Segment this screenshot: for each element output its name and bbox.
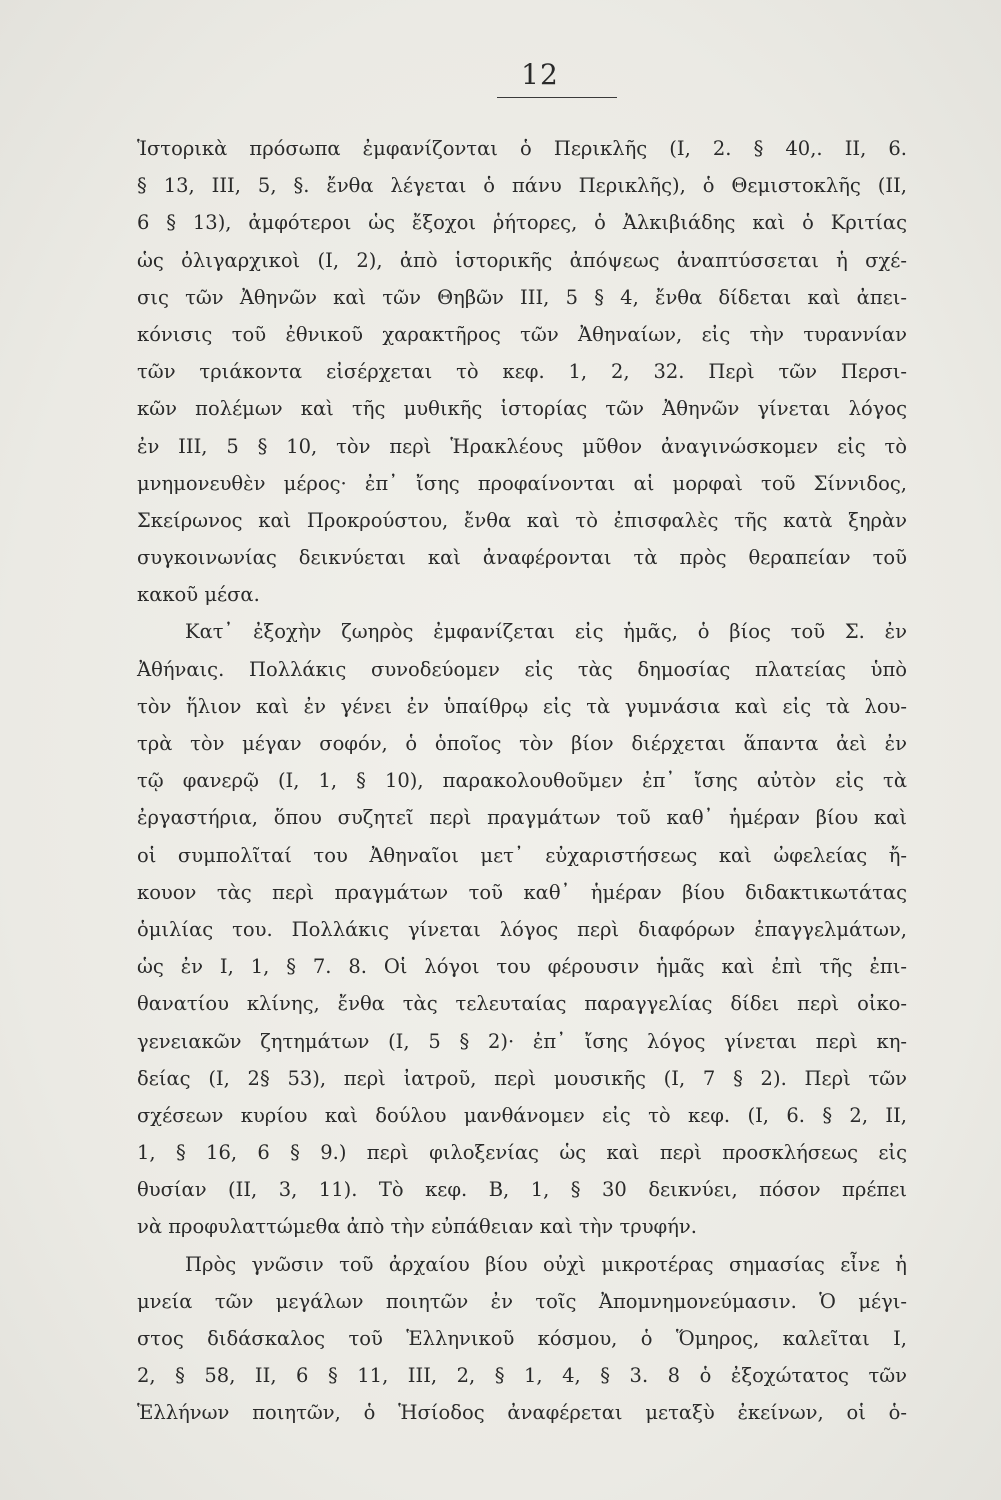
text-line: κῶν πολέμων καὶ τῆς μυθικῆς ἱστορίας τῶν Ἀθηνῶν γίνεται λόγος (137, 397, 907, 421)
text-line: Πρὸς γνῶσιν τοῦ ἀρχαίου βίου οὐχὶ μικροτέρας σημασίας εἶνε ἡ (185, 1252, 907, 1276)
text-line: σχέσεων κυρίου καὶ δούλου μανθάνομεν εἰς τὸ κεφ. (Ι, 6. § 2, ΙΙ, (137, 1103, 907, 1127)
page-number: 12 (521, 58, 559, 91)
text-line: νὰ προφυλαττώμεθα ἀπὸ τὴν εὐπάθειαν καὶ τὴν τρυφήν. (137, 1215, 697, 1239)
text-line: θανατίου κλίνης, ἔνθα τὰς τελευταίας παραγγελίας δίδει περὶ οἰκο- (137, 992, 907, 1016)
text-line: Ἀθήναις. Πολλάκις συνοδεύομεν εἰς τὰς δημοσίας πλατείας ὑπὸ (137, 657, 907, 681)
text-line: ἐργαστήρια, ὅπου συζητεῖ περὶ πραγμάτων τοῦ καθ᾽ ἡμέραν βίου καὶ (137, 806, 907, 830)
text-line: Σκείρωνος καὶ Προκρούστου, ἔνθα καὶ τὸ ἐπισφαλὲς τῆς κατὰ ξηρὰν (137, 508, 907, 532)
text-line: γενειακῶν ζητημάτων (Ι, 5 § 2)· ἐπ᾽ ἴσης λόγος γίνεται περὶ κη- (137, 1029, 907, 1053)
text-line: συγκοινωνίας δεικνύεται καὶ ἀναφέρονται τὰ πρὸς θεραπείαν τοῦ (137, 546, 907, 570)
text-line: κουον τὰς περὶ πραγμάτων τοῦ καθ᾽ ἡμέραν βίου διδακτικωτάτας (137, 880, 907, 904)
text-line: μνεία τῶν μεγάλων ποιητῶν ἐν τοῖς Ἀπομνημονεύμασιν. Ὁ μέγι- (137, 1289, 907, 1313)
text-line: σις τῶν Ἀθηνῶν καὶ τῶν Θηβῶν ΙΙΙ, 5 § 4, ἔνθα δίδεται καὶ ἀπει- (137, 285, 907, 309)
text-line: ὁμιλίας του. Πολλάκις γίνεται λόγος περὶ διαφόρων ἐπαγγελμάτων, (137, 917, 907, 941)
text-line: στος διδάσκαλος τοῦ Ἑλληνικοῦ κόσμου, ὁ Ὅμηρος, καλεῖται Ι, (137, 1327, 907, 1350)
text-line: τῷ φανερῷ (Ι, 1, § 10), παρακολουθοῦμεν ἐπ᾽ ἴσης αὐτὸν εἰς τὰ (137, 769, 907, 793)
text-line: 6 § 13), ἀμφότεροι ὡς ἔξοχοι ῥήτορες, ὁ Ἀλκιβιάδης καὶ ὁ Κριτίας (137, 211, 907, 235)
text-line: τὸν ἥλιον καὶ ἐν γένει ἐν ὑπαίθρῳ εἰς τὰ γυμνάσια καὶ εἰς τὰ λου- (137, 694, 907, 718)
text-line: κόνισις τοῦ ἐθνικοῦ χαρακτῆρος τῶν Ἀθηναίων, εἰς τὴν τυραννίαν (137, 322, 907, 346)
text-line: κακοῦ μέσα. (137, 583, 260, 607)
text-line: δείας (Ι, 2§ 53), περὶ ἰατροῦ, περὶ μουσικῆς (Ι, 7 § 2). Περὶ τῶν (137, 1066, 907, 1090)
text-line: τρὰ τὸν μέγαν σοφόν, ὁ ὁποῖος τὸν βίον διέρχεται ἅπαντα ἀεὶ ἐν (137, 732, 907, 755)
text-line: ὡς ἐν Ι, 1, § 7. 8. Οἱ λόγοι του φέρουσιν ἡμᾶς καὶ ἐπὶ τῆς ἐπι- (137, 955, 907, 979)
text-line: Κατ᾽ ἐξοχὴν ζωηρὸς ἐμφανίζεται εἰς ἡμᾶς, ὁ βίος τοῦ Σ. ἐν (185, 620, 907, 644)
text-line: 2, § 58, ΙΙ, 6 § 11, ΙΙΙ, 2, § 1, 4, § 3. 8 ὁ ἐξοχώτατος τῶν (137, 1364, 907, 1388)
text-line: § 13, ΙΙΙ, 5, §. ἔνθα λέγεται ὁ πάνυ Περικλῆς), ὁ Θεμιστοκλῆς (ΙΙ, (137, 174, 907, 198)
text-line: θυσίαν (ΙΙ, 3, 11). Τὸ κεφ. Β, 1, § 30 δεικνύει, πόσον πρέπει (137, 1178, 907, 1202)
text-line: μνημονευθὲν μέρος· ἐπ᾽ ἴσης προφαίνονται αἱ μορφαὶ τοῦ Σίννιδος, (137, 471, 907, 495)
text-line: τῶν τριάκοντα εἰσέρχεται τὸ κεφ. 1, 2, 32. Περὶ τῶν Περσι- (137, 360, 907, 384)
text-line: Ἑλλήνων ποιητῶν, ὁ Ἡσίοδος ἀναφέρεται μεταξὺ ἐκείνων, οἱ ὁ- (137, 1401, 907, 1425)
text-line: οἱ συμπολῖταί του Ἀθηναῖοι μετ᾽ εὐχαριστήσεως καὶ ὠφελείας ἤ- (137, 843, 907, 867)
text-line: ἐν ΙΙΙ, 5 § 10, τὸν περὶ Ἡρακλέους μῦθον ἀναγινώσκομεν εἰς τὸ (137, 434, 907, 458)
text-line: 1, § 16, 6 § 9.) περὶ φιλοξενίας ὡς καὶ περὶ προσκλήσεως εἰς (137, 1141, 907, 1165)
body-text (137, 130, 907, 1432)
text-line: ὡς ὀλιγαρχικοὶ (Ι, 2), ἀπὸ ἱστορικῆς ἀπόψεως ἀναπτύσσεται ἡ σχέ- (137, 248, 907, 272)
text-line: Ἱστορικὰ πρόσωπα ἐμφανίζονται ὁ Περικλῆς (Ι, 2. § 40,. ΙΙ, 6. (137, 137, 907, 160)
header-rule (497, 97, 617, 98)
